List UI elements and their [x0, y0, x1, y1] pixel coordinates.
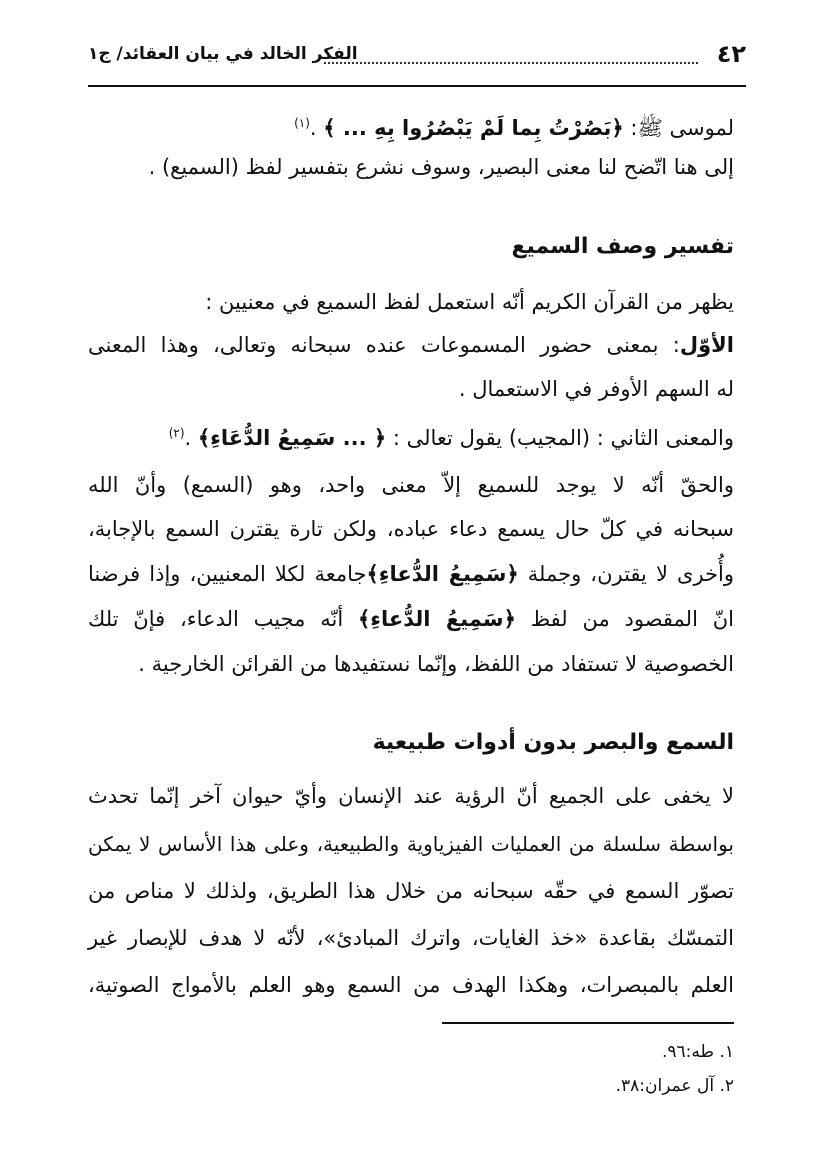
body-line: سبحانه في كلّ حال يسمع دعاء عباده، ولكن تارة يقترن السمع بالإجابة،: [88, 517, 734, 541]
text-run: والمعنى الثاني : (المجيب) يقول تعالى :: [386, 426, 734, 450]
body-line: [88, 418, 734, 453]
footnote-ref: (١): [294, 116, 310, 130]
body-line: [88, 559, 734, 589]
text-run: : بمعنى حضور المسموعات عنده سبحانه وتعالى، وهذا المعنى: [88, 333, 680, 357]
body-line: بواسطة سلسلة من العمليات الفيزياوية والطبيعية، وعلى هذا الأساس لا يمكن: [88, 832, 734, 856]
text-run: انّ المقصود من لفظ: [515, 607, 734, 631]
footnote: ١. طه:٩٦.: [662, 1042, 734, 1062]
body-line: إلى هنا اتّضح لنا معنى البصير، وسوف نشرع بتفسير لفظ (السميع) .: [148, 155, 734, 179]
list-label: الأوّل: [679, 333, 734, 357]
book-title: الفكر الخالد في بيان العقائد/ ج١: [88, 44, 358, 64]
page-number: ٤٢: [716, 40, 746, 68]
text-run: .: [184, 426, 198, 450]
text-run: جامعة لكلا المعنيين، وإذا فرضنا: [88, 562, 367, 586]
body-line: تصوّر السمع في حقّه سبحانه من خلال هذا الطريق، ولذلك لا مناص من: [88, 879, 734, 903]
text-run: أنّه مجيب الدعاء، فإنّ تلك: [88, 607, 358, 631]
quran-quote: ﴿سَمِيعُ الدُّعاءِ﴾: [357, 607, 516, 631]
text-run: يظهر من القرآن الكريم أنّه استعمل لفظ السميع في معنيين :: [205, 290, 734, 314]
body-line: التمسّك بقاعدة «خذ الغايات، واترك المبادئ»، لأنّه لا هدف للإبصار غير: [88, 926, 734, 950]
body-line: والحقّ أنّه لا يوجد للسميع إلاّ معنى واحد، وهو (السمع) وأنّ الله: [88, 473, 734, 497]
section-heading: تفسير وصف السميع: [511, 234, 734, 259]
text-run: .: [309, 116, 324, 140]
body-line: له السهم الأوفر في الاستعمال .: [458, 377, 734, 401]
quran-quote: ﴿بَصُرْتُ بِما لَمْ يَبْصُرُوا بِهِ ... ﴾: [323, 116, 624, 140]
footnote: ٢. آل عمران:٣٨.: [615, 1076, 734, 1096]
body-line: [88, 108, 734, 143]
body-line: لا يخفى على الجميع أنّ الرؤية عند الإنسان وأيّ حيوان آخر إنّما تحدث: [88, 784, 734, 808]
header-rule: [88, 85, 746, 87]
quran-quote: ﴿ ... سَمِيعُ الدُّعَاءِ﴾: [197, 426, 387, 450]
footnote-ref: (٢): [168, 426, 185, 440]
body-line: [88, 330, 734, 360]
section-heading: السمع والبصر بدون أدوات طبيعية: [372, 730, 734, 755]
body-line: [88, 604, 734, 634]
body-line: العلم بالمبصرات، وهكذا الهدف من السمع وهو العلم بالأمواج الصوتية،: [88, 973, 734, 997]
body-line: [88, 287, 734, 317]
text-run: وأُخرى لا يقترن، وجملة: [518, 562, 734, 586]
footnote-rule: [442, 1022, 734, 1024]
running-header: [88, 34, 746, 84]
text-run: لموسى ﷺ:: [623, 116, 734, 140]
body-line: الخصوصية لا تستفاد من اللفظ، وإنّما نستفيدها من القرائن الخارجية .: [138, 652, 734, 676]
header-dotted-leader: [324, 62, 698, 64]
quran-quote: ﴿سَمِيعُ الدُّعاءِ﴾: [366, 562, 519, 586]
